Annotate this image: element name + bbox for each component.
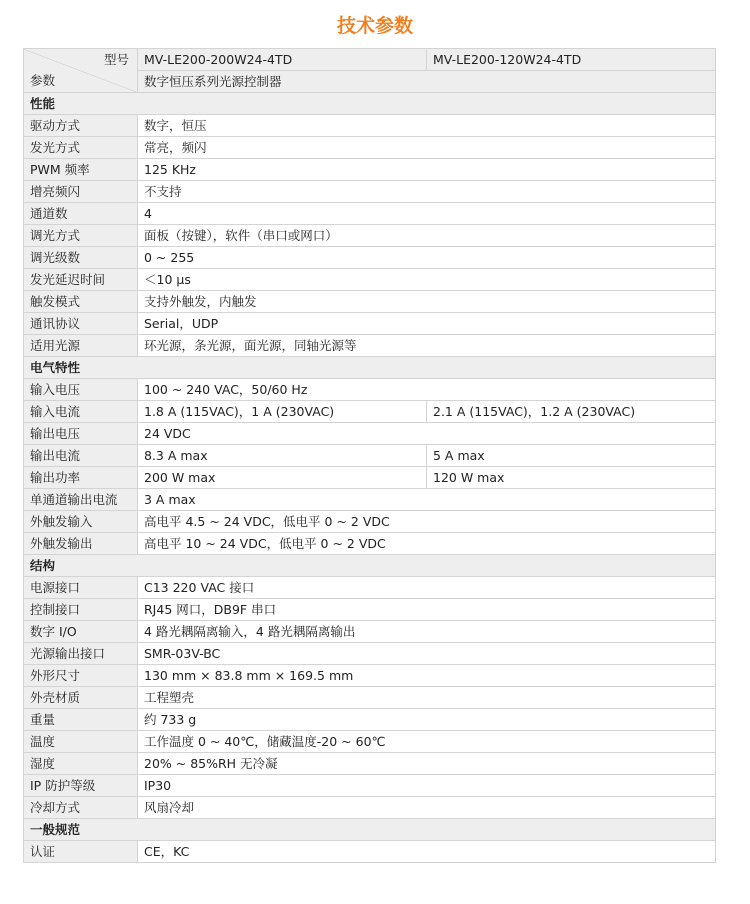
param-label: 输出电流 (24, 445, 138, 467)
param-label: 控制接口 (24, 599, 138, 621)
param-value: 工作温度 0 ~ 40℃，储藏温度-20 ~ 60℃ (138, 731, 716, 753)
param-label: 光源输出接口 (24, 643, 138, 665)
param-label: 输入电流 (24, 401, 138, 423)
param-value-model-1: 1.8 A (115VAC)，1 A (230VAC) (138, 401, 427, 423)
param-value-model-2: 120 W max (427, 467, 716, 489)
param-label: 通道数 (24, 203, 138, 225)
param-value: RJ45 网口，DB9F 串口 (138, 599, 716, 621)
param-label: 调光方式 (24, 225, 138, 247)
param-value: 约 733 g (138, 709, 716, 731)
table-row (24, 577, 716, 599)
param-value: 20% ~ 85%RH 无冷凝 (138, 753, 716, 775)
param-label: 温度 (24, 731, 138, 753)
section-row (24, 93, 716, 115)
table-row (24, 203, 716, 225)
param-label: 增亮频闪 (24, 181, 138, 203)
section-heading: 一般规范 (24, 819, 716, 841)
param-value: 风扇冷却 (138, 797, 716, 819)
param-label: PWM 频率 (24, 159, 138, 181)
table-row (24, 269, 716, 291)
table-row (24, 731, 716, 753)
table-row (24, 687, 716, 709)
table-row (24, 511, 716, 533)
table-row (24, 225, 716, 247)
model-name-2: MV-LE200-120W24-4TD (427, 49, 716, 71)
table-row (24, 665, 716, 687)
param-label: 数字 I/O (24, 621, 138, 643)
section-row (24, 819, 716, 841)
table-row (24, 291, 716, 313)
param-label: 外触发输入 (24, 511, 138, 533)
param-label: 输入电压 (24, 379, 138, 401)
section-heading: 电气特性 (24, 357, 716, 379)
page-title: 技术参数 (336, 15, 413, 37)
table-row (24, 489, 716, 511)
param-label: 冷却方式 (24, 797, 138, 819)
param-label: 认证 (24, 841, 138, 863)
param-value: 125 KHz (138, 159, 716, 181)
param-label: 重量 (24, 709, 138, 731)
param-label: 外形尺寸 (24, 665, 138, 687)
table-row (24, 643, 716, 665)
table-row (24, 313, 716, 335)
param-value: 不支持 (138, 181, 716, 203)
table-row (24, 753, 716, 775)
param-value: 高电平 10 ~ 24 VDC，低电平 0 ~ 2 VDC (138, 533, 716, 555)
table-row (24, 159, 716, 181)
spec-table-body (24, 49, 716, 863)
param-value: 3 A max (138, 489, 716, 511)
param-value: 100 ~ 240 VAC，50/60 Hz (138, 379, 716, 401)
param-value: 4 (138, 203, 716, 225)
table-row (24, 621, 716, 643)
param-label: 电源接口 (24, 577, 138, 599)
table-row (24, 797, 716, 819)
table-row (24, 445, 716, 467)
param-label: 外壳材质 (24, 687, 138, 709)
param-value: 环光源，条光源，面光源，同轴光源等 (138, 335, 716, 357)
param-value-model-2: 5 A max (427, 445, 716, 467)
model-header-row (24, 49, 716, 71)
param-value-model-2: 2.1 A (115VAC)，1.2 A (230VAC) (427, 401, 716, 423)
product-description: 数字恒压系列光源控制器 (138, 71, 716, 93)
param-value-model-1: 8.3 A max (138, 445, 427, 467)
param-label: 通讯协议 (24, 313, 138, 335)
table-row (24, 335, 716, 357)
param-value-model-1: 200 W max (138, 467, 427, 489)
param-value: 数字，恒压 (138, 115, 716, 137)
table-row (24, 247, 716, 269)
param-label: 驱动方式 (24, 115, 138, 137)
corner-model-label: 型号 (103, 52, 129, 67)
param-value: 面板（按键），软件（串口或网口） (138, 225, 716, 247)
param-label: 触发模式 (24, 291, 138, 313)
param-label: 发光延迟时间 (24, 269, 138, 291)
param-label: 外触发输出 (24, 533, 138, 555)
param-value: ＜10 μs (138, 269, 716, 291)
param-value: 24 VDC (138, 423, 716, 445)
table-row (24, 137, 716, 159)
section-heading: 结构 (24, 555, 716, 577)
corner-cell (24, 49, 138, 93)
param-value: 130 mm × 83.8 mm × 169.5 mm (138, 665, 716, 687)
param-value: SMR-03V-BC (138, 643, 716, 665)
table-row (24, 379, 716, 401)
param-value: 常亮，频闪 (138, 137, 716, 159)
table-row (24, 775, 716, 797)
table-row (24, 115, 716, 137)
param-value: CE，KC (138, 841, 716, 863)
model-name-1: MV-LE200-200W24-4TD (138, 49, 427, 71)
param-value: Serial，UDP (138, 313, 716, 335)
table-row (24, 423, 716, 445)
param-value: 4 路光耦隔离输入，4 路光耦隔离输出 (138, 621, 716, 643)
param-label: 调光级数 (24, 247, 138, 269)
table-row (24, 467, 716, 489)
section-row (24, 357, 716, 379)
param-value: 高电平 4.5 ~ 24 VDC，低电平 0 ~ 2 VDC (138, 511, 716, 533)
table-row (24, 533, 716, 555)
corner-param-label: 参数 (30, 73, 56, 88)
section-row (24, 555, 716, 577)
param-label: 发光方式 (24, 137, 138, 159)
table-row (24, 841, 716, 863)
table-row (24, 181, 716, 203)
param-label: IP 防护等级 (24, 775, 138, 797)
param-value: 工程塑壳 (138, 687, 716, 709)
param-value: 0 ~ 255 (138, 247, 716, 269)
param-label: 单通道输出电流 (24, 489, 138, 511)
spec-table (23, 48, 716, 863)
section-heading: 性能 (24, 93, 716, 115)
table-row (24, 709, 716, 731)
table-row (24, 401, 716, 423)
param-label: 输出电压 (24, 423, 138, 445)
table-row (24, 599, 716, 621)
param-label: 适用光源 (24, 335, 138, 357)
param-value: IP30 (138, 775, 716, 797)
param-value: C13 220 VAC 接口 (138, 577, 716, 599)
param-label: 输出功率 (24, 467, 138, 489)
param-value: 支持外触发，内触发 (138, 291, 716, 313)
param-label: 湿度 (24, 753, 138, 775)
